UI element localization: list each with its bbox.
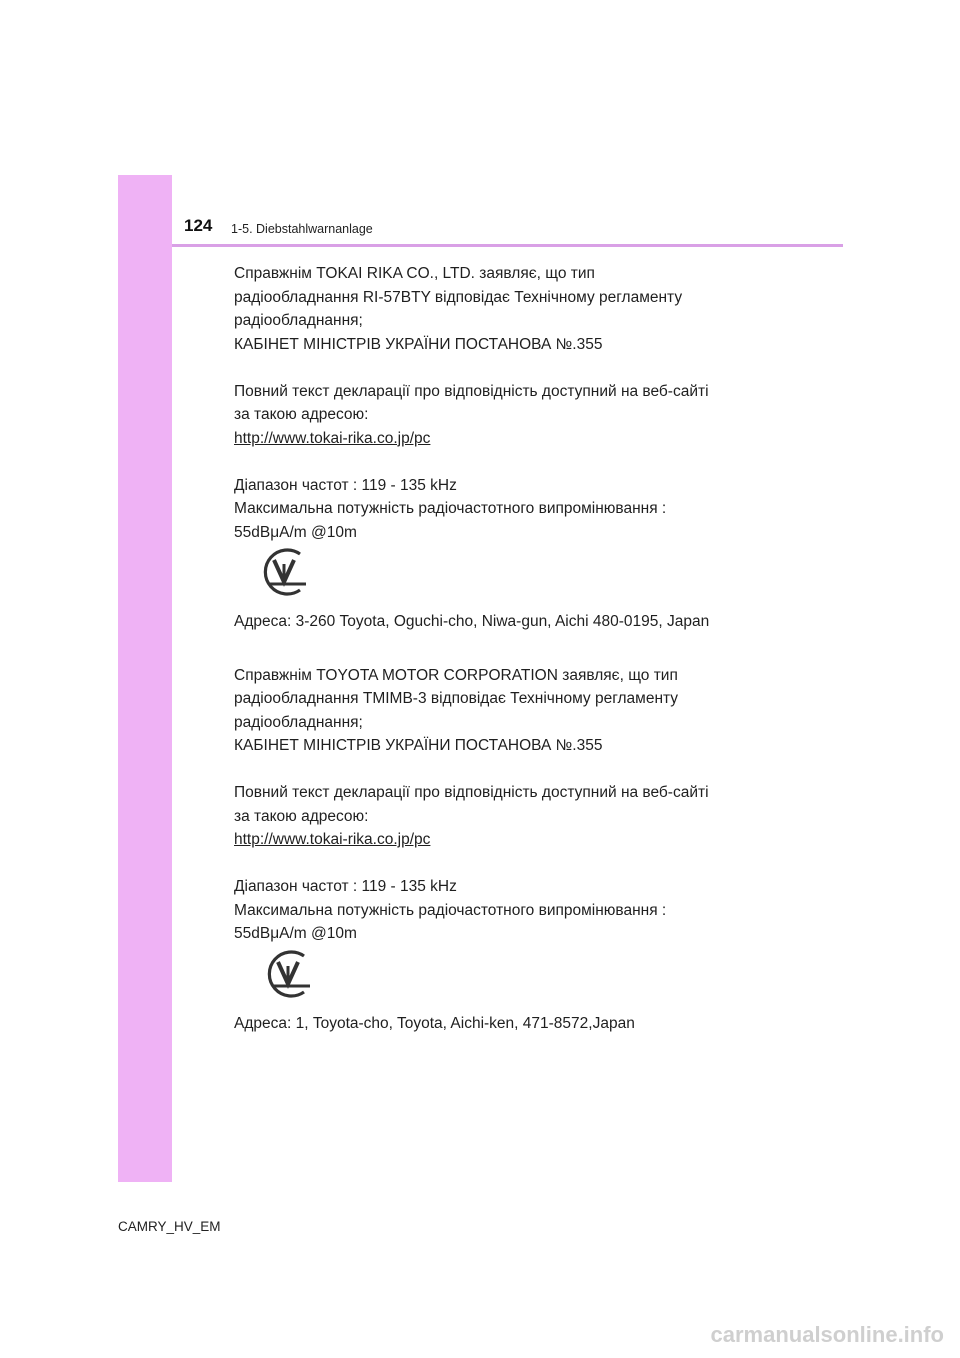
header-divider <box>172 244 843 247</box>
declaration-line: Справжнім TOYOTA MOTOR CORPORATION заявляє, що тип <box>234 666 678 684</box>
manufacturer-address: Адреса: 3-260 Toyota, Oguchi-cho, Niwa-gun, Aichi 480-0195, Japan <box>234 613 710 630</box>
page-number: 124 <box>184 216 213 235</box>
declaration-link[interactable]: http://www.tokai-rika.co.jp/pc <box>234 831 431 848</box>
max-power-label: Максимальна потужність радіочастотного випромінювання : <box>234 901 667 919</box>
resolution-line: КАБІНЕТ МІНІСТРІВ УКРАЇНИ ПОСТАНОВА №.355 <box>234 335 603 353</box>
declaration-line: радіообладнання; <box>234 312 363 329</box>
section-title: 1-5. Diebstahlwarnanlage <box>231 222 373 236</box>
declaration-block-2 <box>234 664 749 1036</box>
declaration-link[interactable]: http://www.tokai-rika.co.jp/pc <box>234 429 431 447</box>
frequency-range: Діапазон частот : 119 - 135 kHz <box>234 476 457 494</box>
max-power-value: 55dBμA/m @10m <box>234 925 357 942</box>
declaration-block-1 <box>234 262 749 634</box>
fulltext-line: за такою адресою: <box>234 807 369 825</box>
manufacturer-address: Адреса: 1, Toyota-cho, Toyota, Aichi-ken, 471-8572,Japan <box>234 1014 635 1032</box>
watermark: carmanualsonline.info <box>710 1322 944 1347</box>
max-power-label: Максимальна потужність радіочастотного випромінювання : <box>234 500 667 517</box>
declaration-line: радіообладнання TMIMB-3 відповідає Технічному регламенту <box>234 690 679 707</box>
declaration-line: радіообладнання RI-57BTY відповідає Технічному регламенту <box>234 288 683 306</box>
frequency-range: Діапазон частот : 119 - 135 kHz <box>234 878 457 895</box>
fulltext-line: Повний текст декларації про відповідність доступний на веб-сайті <box>234 382 709 400</box>
ukrainian-conformity-mark-icon <box>260 946 312 1002</box>
sidebar-tab <box>118 175 172 1182</box>
document-code: CAMRY_HV_EM <box>118 1219 221 1234</box>
declaration-line: радіообладнання; <box>234 713 363 731</box>
max-power-value: 55dBμA/m @10m <box>234 523 357 541</box>
ukrainian-conformity-mark-icon <box>256 544 308 600</box>
fulltext-line: Повний текст декларації про відповідність доступний на веб-сайті <box>234 784 709 801</box>
page-content <box>234 262 749 1035</box>
resolution-line: КАБІНЕТ МІНІСТРІВ УКРАЇНИ ПОСТАНОВА №.355 <box>234 737 603 754</box>
fulltext-line: за такою адресою: <box>234 406 369 423</box>
declaration-line: Справжнім TOKAI RIKA CO., LTD. заявляє, що тип <box>234 265 595 282</box>
